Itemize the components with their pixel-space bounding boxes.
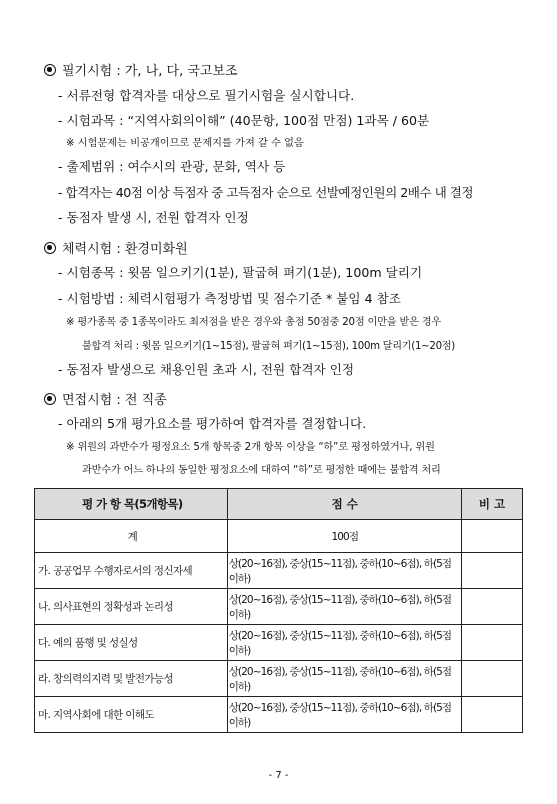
note-item: ※ 시험문제는 비공개이므로 문제지를 가져 갈 수 없음 [66,138,304,149]
note-item-continued: 불합격 처리 : 윗몸 일으키기(1~15점), 팔굽혀 펴기(1~15점), 100m 달리기(1~20점) [82,341,455,352]
total-score: 100점 [227,520,461,553]
score-cell: 상(20~16점), 중상(15~11점), 중하(10~6점), 하(5점 이하) [227,553,461,589]
note-item-continued: 과반수가 어느 하나의 동일한 평정요소에 대하여 “하”로 평정한 때에는 불합격 처리 [82,465,441,476]
remarks-cell [461,661,522,697]
list-item: - 아래의 5개 평가요소를 평가하여 합격자를 결정합니다. [58,416,367,431]
table-total-row [35,520,523,553]
table-row [35,661,523,697]
score-cell: 상(20~16점), 중상(15~11점), 중하(10~6점), 하(5점 이하) [227,625,461,661]
list-item: - 동점자 발생으로 채용인원 초과 시, 전원 합격자 인정 [58,362,355,377]
criteria-cell: 라. 창의력의지력 및 발전가능성 [35,661,228,697]
list-item: - 합격자는 40점 이상 득점자 중 고득점자 순으로 선발예정인원의 2배수 내 결정 [58,185,474,200]
section-interview-title [44,393,167,407]
note-item: ※ 위원의 과반수가 평정요소 5개 항목중 2개 항목 이상을 “하”로 평정하였거나, 위원 [66,442,435,453]
table-row [35,625,523,661]
list-item: - 시험과목 : “지역사회의이해” (40문항, 100점 만점) 1과목 / 60분 [58,113,430,128]
section-title: 필기시험 : 가, 나, 다, 국고보조 [62,64,238,79]
criteria-cell: 다. 예의 품행 및 성실성 [35,625,228,661]
section-title: 체력시험 : 환경미화원 [62,242,188,257]
criteria-cell: 마. 지역사회에 대한 이해도 [35,697,228,733]
score-cell: 상(20~16점), 중상(15~11점), 중하(10~6점), 하(5점 이하) [227,661,461,697]
section-written-exam-title [44,64,238,78]
list-item: - 출제범위 : 여수시의 관광, 문화, 역사 등 [58,159,286,174]
table-row [35,697,523,733]
total-remarks [461,520,522,553]
score-cell: 상(20~16점), 중상(15~11점), 중하(10~6점), 하(5점 이하) [227,697,461,733]
header-criteria: 평 가 항 목(5개항목) [35,489,228,520]
header-remarks: 비 고 [461,489,522,520]
table-row [35,589,523,625]
list-item: - 시험방법 : 체력시험평가 측정방법 및 점수기준 * 붙임 4 참조 [58,291,401,306]
remarks-cell [461,553,522,589]
criteria-cell: 가. 공공업무 수행자로서의 정신자세 [35,553,228,589]
table-header-row [35,489,523,520]
circle-bullet-icon [44,64,56,76]
page-number: - 7 - [268,770,289,781]
remarks-cell [461,589,522,625]
list-item: - 동점자 발생 시, 전원 합격자 인정 [58,210,249,225]
evaluation-table [34,488,523,733]
total-label: 계 [35,520,228,553]
circle-bullet-icon [44,242,56,254]
remarks-cell [461,625,522,661]
criteria-cell: 나. 의사표현의 정확성과 논리성 [35,589,228,625]
table-row [35,553,523,589]
score-cell: 상(20~16점), 중상(15~11점), 중하(10~6점), 하(5점 이하) [227,589,461,625]
section-title: 면접시험 : 전 직종 [62,393,167,408]
circle-bullet-icon [44,393,56,405]
list-item: - 서류전형 합격자를 대상으로 필기시험을 실시합니다. [58,88,355,103]
remarks-cell [461,697,522,733]
list-item: - 시험종목 : 윗몸 일으키기(1분), 팔굽혀 펴기(1분), 100m 달리기 [58,265,423,280]
section-fitness-exam-title [44,242,188,256]
header-score: 점 수 [227,489,461,520]
note-item: ※ 평가종목 중 1종목이라도 최저점을 받은 경우와 총점 50점중 20점 이만을 받은 경우 [66,317,442,328]
